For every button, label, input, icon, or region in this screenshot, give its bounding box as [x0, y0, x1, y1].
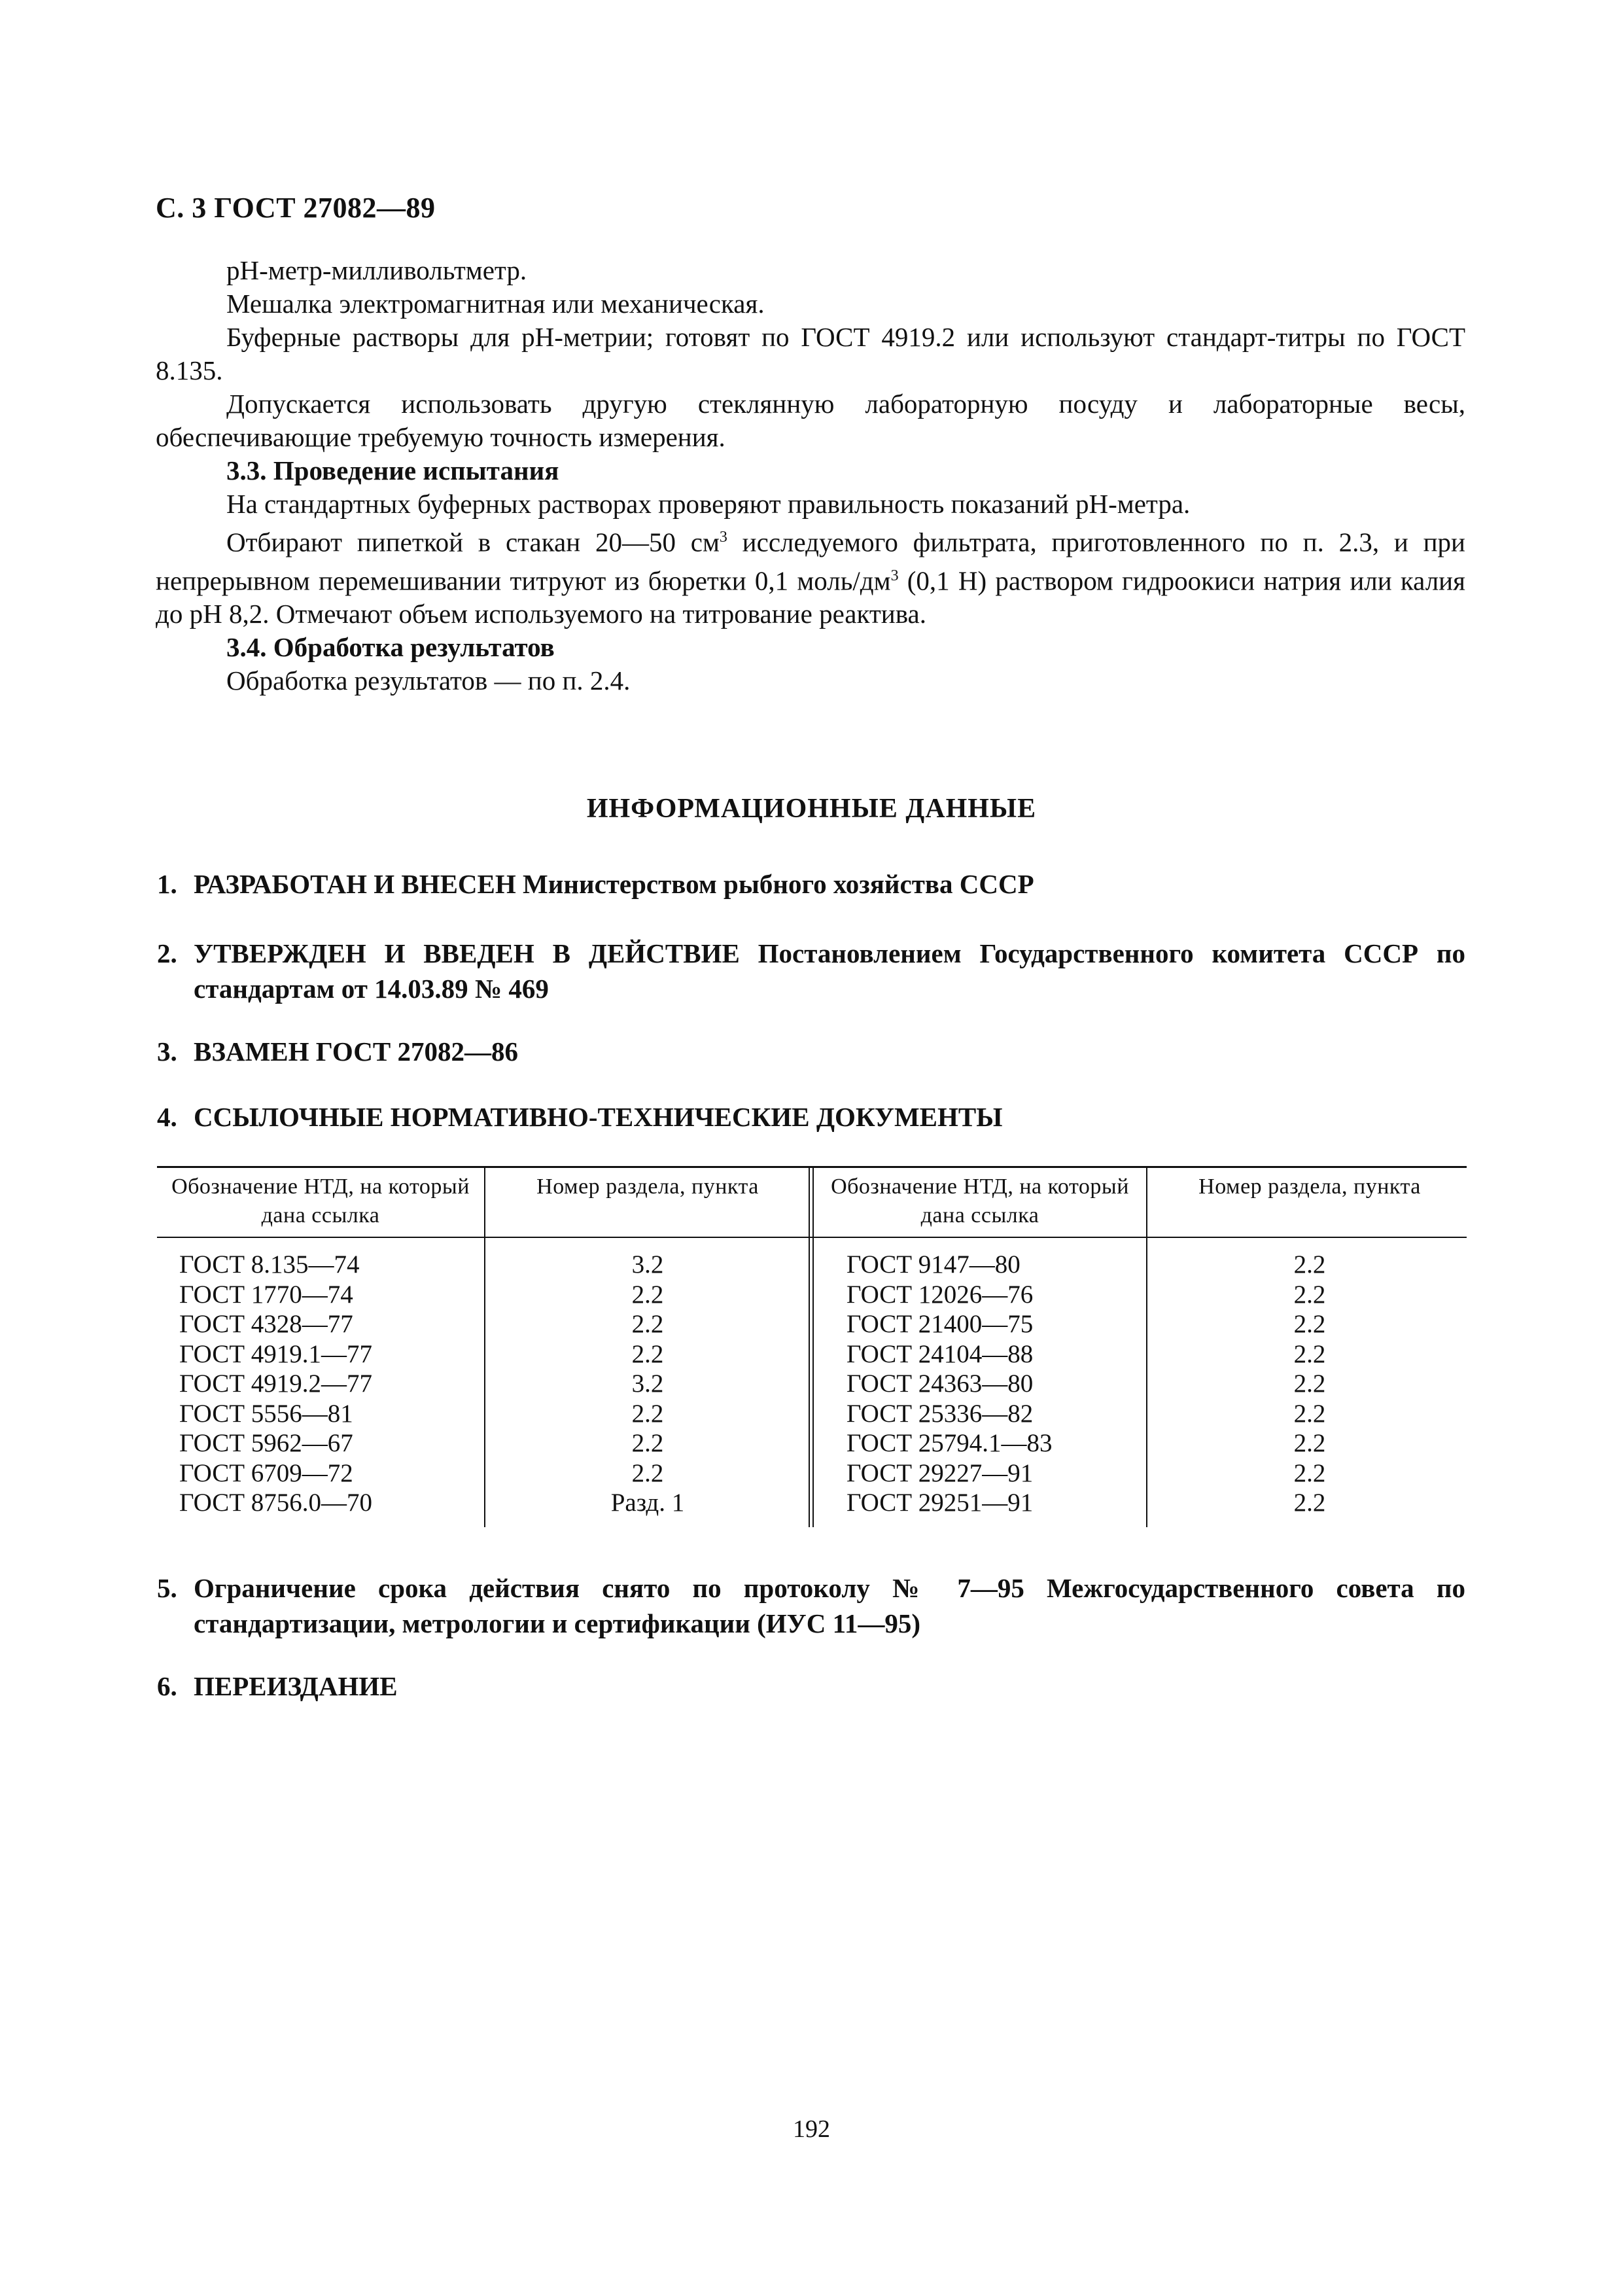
table-cell: 2.2	[1293, 1250, 1326, 1279]
page-header: С. 3 ГОСТ 27082—89	[156, 192, 436, 224]
table-cell: ГОСТ 12026—76	[846, 1280, 1034, 1309]
item-number: 5.	[157, 1573, 177, 1603]
info-item	[157, 1669, 1465, 1704]
table-column	[179, 1250, 480, 1518]
body-text	[156, 254, 1465, 698]
item-number: 6.	[157, 1671, 177, 1701]
superscript: 3	[719, 529, 727, 546]
table-cell: ГОСТ 1770—74	[179, 1280, 353, 1309]
table-cell: 2.2	[631, 1280, 664, 1309]
table-cell: 2.2	[1293, 1458, 1326, 1487]
item-text: ПЕРЕИЗДАНИЕ	[194, 1671, 398, 1701]
table-cell: 3.2	[631, 1369, 664, 1398]
table-cell: 2.2	[1293, 1339, 1326, 1368]
table-cell: 2.2	[631, 1399, 664, 1428]
table-cell: ГОСТ 8.135—74	[179, 1250, 360, 1279]
table-divider	[484, 1166, 485, 1527]
table-cell: ГОСТ 25794.1—83	[846, 1429, 1053, 1457]
paragraph: На стандартных буферных растворах проверяют правильность показаний рН-метра.	[226, 489, 1191, 519]
item-number: 3.	[157, 1036, 177, 1067]
paragraph	[156, 521, 1465, 631]
info-item	[157, 1034, 1465, 1069]
column-header: Обозначение НТД, на который дана ссылка	[171, 1174, 470, 1227]
item-number: 2.	[157, 938, 177, 968]
item-text: УТВЕРЖДЕН И ВВЕДЕН В ДЕЙСТВИЕ Постановлением Государственного комитета СССР по стандартам от 14.03.89 № 469	[194, 938, 1465, 1004]
table-divider	[809, 1166, 814, 1527]
table-cell: ГОСТ 29251—91	[846, 1489, 1034, 1517]
table-cell: ГОСТ 5962—67	[179, 1429, 353, 1457]
item-text: Ограничение срока действия снято по протоколу № 7—95 Межгосударственного совета по стандартизации, метрологии и сертификации (ИУС 11—95)	[194, 1573, 1465, 1638]
text-fragment: (0,1 Н) раствором гидроокиси натрия или калия до рН 8,2. Отмечают объем используемого на титрование реактива.	[156, 565, 1465, 629]
table-cell: 3.2	[631, 1250, 664, 1279]
table-cell: 2.2	[631, 1339, 664, 1368]
table-divider	[1146, 1166, 1147, 1527]
table-cell: ГОСТ 25336—82	[846, 1399, 1034, 1428]
table-cell: 2.2	[1293, 1310, 1326, 1338]
table-cell: 2.2	[1293, 1429, 1326, 1457]
info-item	[157, 866, 1465, 902]
table-cell: 2.2	[1293, 1399, 1326, 1428]
table-cell: ГОСТ 8756.0—70	[179, 1489, 373, 1517]
table-cell: ГОСТ 4328—77	[179, 1310, 353, 1338]
table-cell: ГОСТ 21400—75	[846, 1310, 1034, 1338]
column-header: Номер раздела, пункта	[1198, 1174, 1421, 1199]
table-cell: ГОСТ 4919.1—77	[179, 1339, 373, 1368]
text-fragment: Отбирают пипеткой в стакан 20—50 см	[226, 527, 720, 557]
table-cell: 2.2	[1293, 1280, 1326, 1309]
info-item	[157, 1570, 1465, 1641]
table-cell: 2.2	[1293, 1489, 1326, 1517]
info-section-title: ИНФОРМАЦИОННЫЕ ДАННЫЕ	[586, 794, 1037, 824]
paragraph: Буферные растворы для рН-метрии; готовят по ГОСТ 4919.2 или используют стандарт-титры по ГОСТ 8.135.	[156, 322, 1465, 385]
table-cell: 2.2	[631, 1429, 664, 1457]
text-fragment: исследуемого фильтрата, приготовленного по п. 2.3, и при непрерывном перемешивании титруют из бюретки 0,1 моль/дм	[156, 527, 1465, 596]
paragraph: рН-метр-милливольтметр.	[226, 255, 527, 285]
item-text: ССЫЛОЧНЫЕ НОРМАТИВНО-ТЕХНИЧЕСКИЕ ДОКУМЕНТЫ	[194, 1102, 1003, 1132]
column-header: Номер раздела, пункта	[536, 1174, 759, 1199]
item-number: 4.	[157, 1102, 177, 1132]
page-number: 192	[793, 2115, 830, 2143]
table-cell: ГОСТ 24363—80	[846, 1369, 1034, 1398]
table-column	[510, 1250, 785, 1518]
table-cell: ГОСТ 6709—72	[179, 1458, 353, 1487]
superscript: 3	[890, 567, 899, 584]
column-header: Обозначение НТД, на который дана ссылка	[831, 1174, 1129, 1227]
table-column	[846, 1250, 1141, 1518]
table-cell: 2.2	[631, 1310, 664, 1338]
table-cell: ГОСТ 24104—88	[846, 1339, 1034, 1368]
table-cell: ГОСТ 9147—80	[846, 1250, 1021, 1279]
table-cell: 2.2	[1293, 1369, 1326, 1398]
item-number: 1.	[157, 869, 177, 899]
reference-table	[157, 1166, 1467, 1527]
paragraph: Допускается использовать другую стеклянную лабораторную посуду и лабораторные весы, обеспечивающие требуемую точность измерения.	[156, 389, 1465, 452]
table-column	[1172, 1250, 1447, 1518]
item-text: РАЗРАБОТАН И ВНЕСЕН Министерством рыбного хозяйства СССР	[194, 869, 1034, 899]
info-item	[157, 1099, 1465, 1135]
item-text: ВЗАМЕН ГОСТ 27082—86	[194, 1036, 518, 1067]
table-cell: Разд. 1	[610, 1489, 685, 1517]
table-cell: ГОСТ 4919.2—77	[179, 1369, 373, 1398]
section-heading: 3.4. Обработка результатов	[226, 632, 555, 663]
info-item	[157, 936, 1465, 1006]
table-cell: 2.2	[631, 1458, 664, 1487]
paragraph: Обработка результатов — по п. 2.4.	[226, 665, 631, 696]
paragraph: Мешалка электромагнитная или механическая.	[226, 289, 765, 319]
table-cell: ГОСТ 29227—91	[846, 1458, 1034, 1487]
section-heading: 3.3. Проведение испытания	[226, 455, 559, 486]
table-cell: ГОСТ 5556—81	[179, 1399, 353, 1428]
